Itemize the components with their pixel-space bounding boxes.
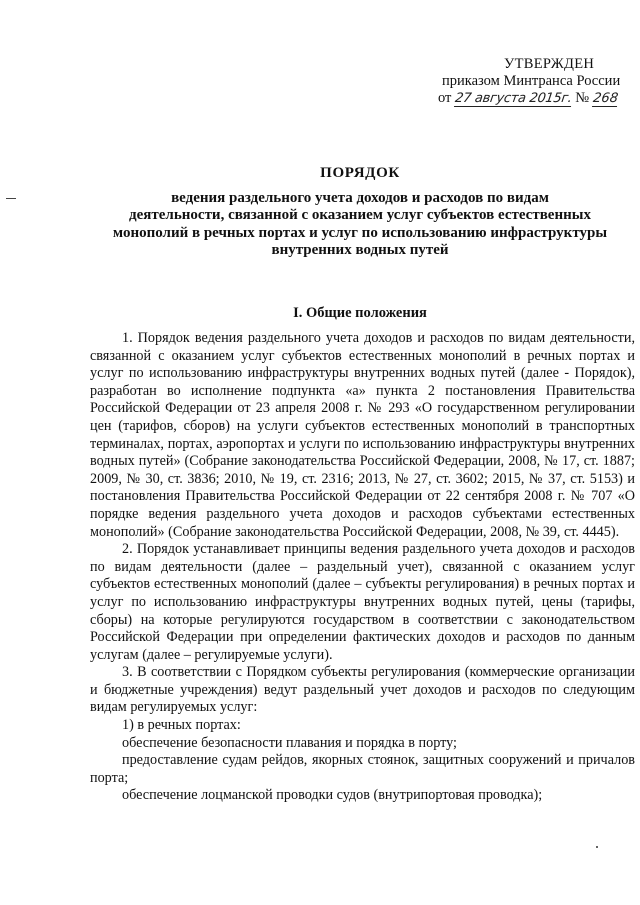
approval-number-label: № (575, 90, 590, 106)
list-item: обеспечение лоцманской проводки судов (внутрипортовая проводка); (122, 787, 543, 804)
title-line: внутренних водных путей (271, 242, 449, 258)
title-line: монополий в речных портах и услуг по использованию инфраструктуры (112, 224, 608, 241)
paragraph-1: 1. Порядок ведения раздельного учета доходов и расходов по видам деятельности, связанной с оказанием услуг субъектов естественных монополий в речных портах и услуг по использованию инфраструктуры внутренних водных путей (далее - Порядок), разработан во исполнение подпункта «а» пункта 2 постановления Правительства Российской Федерации от 23 апреля 2008 г. № 293 «О государственном регулировании цен (тарифов, сборов) на услуги субъектов естественных монополий в транспортных терминалах, портах, аэропортах и услуги по использованию инфраструктуры внутренних водных путей» (Собрание законодательства Российской Федерации, 2008, № 17, ст. 1887; 2009, № 30, ст. 3836; 2010, № 19, ст. 2316; 2013, № 27, ст. 3602; 2015, № 37, ст. 5153) и постановления Правительства Российской Федерации от 22 сентября 2008 г. № 707 «О порядке ведения раздельного учета доходов и расходов субъектами естественных монополий» (Собрание законодательства Российской Федерации, 2008, № 39, ст. 4445). (90, 330, 635, 540)
section-heading: I. Общие положения (293, 305, 427, 321)
approval-date-line (438, 90, 638, 107)
list-item: предоставление судам рейдов, якорных стоянок, защитных сооружений и причалов порта; (90, 752, 635, 786)
margin-mark (6, 198, 16, 199)
document-title (60, 165, 640, 260)
approval-order-line: приказом Минтранса России (442, 73, 621, 89)
title-word: ПОРЯДОК (320, 165, 400, 181)
approval-heading: УТВЕРЖДЕН (504, 56, 595, 72)
approval-date-prefix: от (438, 90, 452, 106)
scan-speck (596, 846, 598, 848)
list-item: обеспечение безопасности плавания и порядка в порту; (122, 734, 457, 751)
list-item: 1) в речных портах: (122, 717, 241, 734)
title-line: деятельности, связанной с оказанием услуг субъектов естественных (129, 207, 591, 223)
approval-stamp-block (438, 56, 638, 107)
document-body (90, 330, 635, 805)
handwritten-number: 268 (591, 91, 619, 106)
handwritten-date: 27 августа 2015г. (454, 91, 573, 106)
title-line: ведения раздельного учета доходов и расходов по видам (171, 189, 549, 206)
paragraph-3: 3. В соответствии с Порядком субъекты регулирования (коммерческие организации и бюджетные учреждения) ведут раздельный учет доходов и расходов по следующим видам регулируемых услуг: (90, 664, 635, 716)
paragraph-2: 2. Порядок устанавливает принципы ведения раздельного учета доходов и расходов по видам деятельности (далее – раздельный учет), связанной с оказанием услуг субъектов естественных монополий (далее – субъекты регулирования) в речных портах и услуг по использованию инфраструктуры внутренних водных путей, цены (тарифы, сборы) на которые регулируются государством в соответствии с законодательством Российской Федерации при определении фактических доходов и расходов по данным услугам (далее – регулируемые услуги). (90, 541, 635, 663)
